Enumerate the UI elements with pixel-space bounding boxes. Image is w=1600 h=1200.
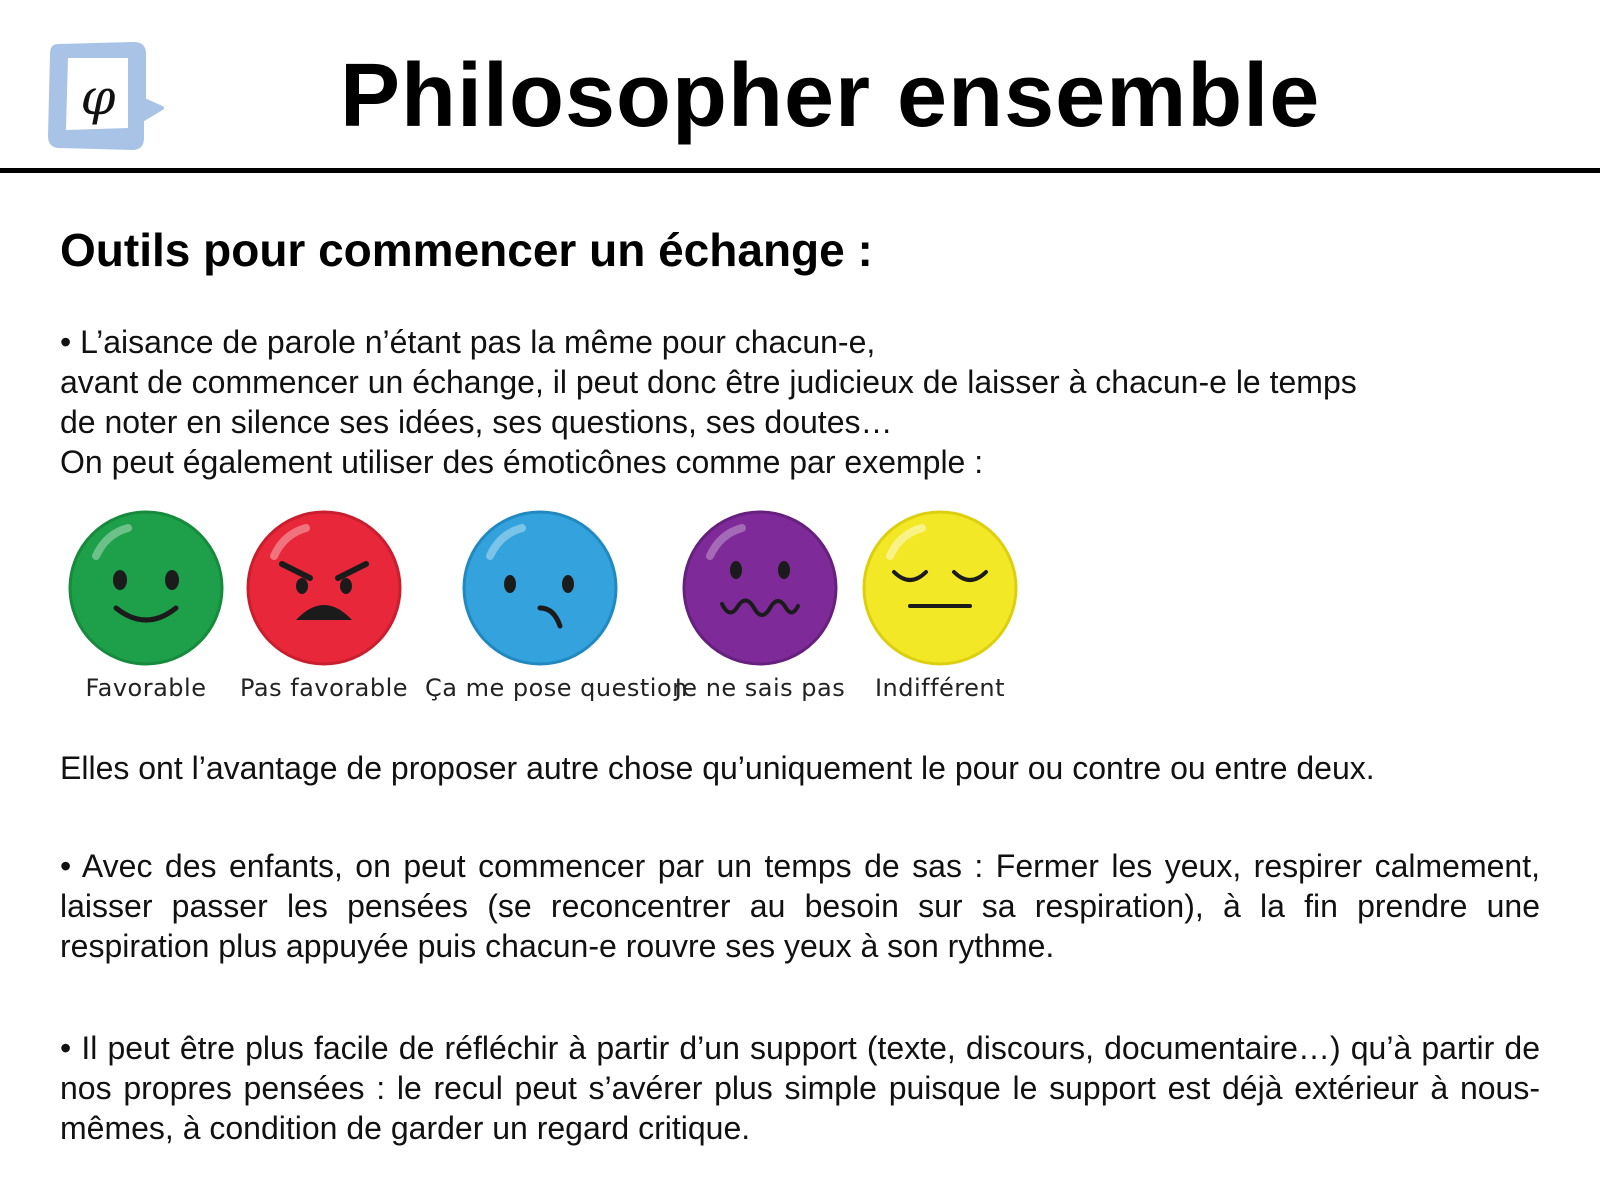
section-heading: Outils pour commencer un échange : [60, 224, 873, 276]
neutral-face-icon [860, 508, 1020, 668]
emoticon-label: Pas favorable [239, 674, 409, 702]
logo-glyph: φ [80, 68, 116, 126]
header-divider [0, 168, 1600, 173]
confused-face-icon [460, 508, 620, 668]
advantage-paragraph [60, 748, 1540, 788]
angry-face-icon [244, 508, 404, 668]
emoticon-label: Favorable [85, 674, 207, 702]
intro-line: • L’aisance de parole n’étant pas la même pour chacun-e, [60, 324, 876, 360]
header [0, 0, 1600, 175]
page-title: Philosopher ensemble [340, 46, 1321, 146]
children-paragraph: • Avec des enfants, on peut commencer par un temps de sas : Fermer les yeux, respirer calmement, laisser passer les pensées (se reconcentrer au besoin sur sa respiration), à la fin prendre une respiration plus appuyée puis chacun-e rouvre ses yeux à son rythme. [60, 848, 1540, 964]
intro-line: de noter en silence ses idées, ses questions, ses doutes… [60, 404, 893, 440]
emoticon-label: Indifférent [874, 674, 1006, 702]
intro-line: On peut également utiliser des émoticônes comme par exemple : [60, 444, 984, 480]
emoticon-label: Je ne sais pas [674, 674, 846, 702]
intro-paragraph [60, 322, 1540, 482]
smiling-face-icon [66, 508, 226, 668]
phi-speech-bubble-icon [44, 36, 176, 156]
advantage-text: Elles ont l’avantage de proposer autre chose qu’uniquement le pour ou contre ou entre deux. [60, 750, 1375, 786]
emoticon-label: Ça me pose question [425, 674, 688, 702]
support-paragraph: • Il peut être plus facile de réfléchir à partir d’un support (texte, discours, documentaire…) qu’à partir de nos propres pensées : le recul peut s’avérer plus simple puisque le support est déjà extérieur à nous-mêmes, à condition de garder un regard critique. [60, 1030, 1540, 1146]
intro-line: avant de commencer un échange, il peut donc être judicieux de laisser à chacun-e le temps [60, 364, 1357, 400]
emoticon-row [60, 508, 1020, 708]
wavy-mouth-face-icon [680, 508, 840, 668]
